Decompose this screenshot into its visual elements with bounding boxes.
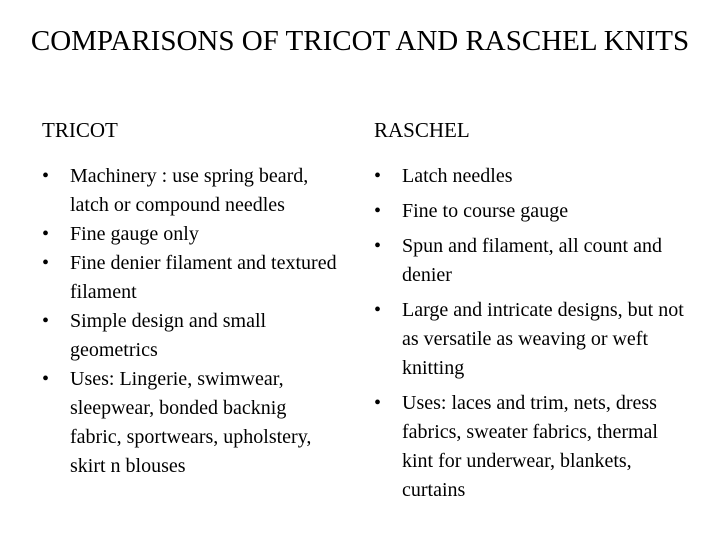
list-item [42,249,342,307]
raschel-column [374,116,684,505]
list-item [374,162,684,191]
bullet-icon: • [374,165,382,187]
list-item-text: Large and intricate designs, but not as versatile as weaving or weft knitting [402,299,684,379]
list-item [42,365,342,481]
list-item [374,296,684,383]
bullet-icon: • [42,165,50,187]
list-item [42,307,342,365]
slide-title: COMPARISONS OF TRICOT AND RASCHEL KNITS [30,25,690,57]
list-item [42,220,342,249]
list-item [374,389,684,505]
raschel-list [374,162,684,505]
bullet-icon: • [42,368,50,390]
bullet-icon: • [42,223,50,245]
list-item-text: Fine gauge only [70,223,199,245]
list-item-text: Spun and filament, all count and denier [402,235,662,286]
list-item-text: Uses: Lingerie, swimwear, sleepwear, bonded backnig fabric, sportwears, upholstery, skirt n blouses [70,368,312,477]
bullet-icon: • [374,392,382,414]
raschel-heading: RASCHEL [374,118,470,142]
tricot-column [42,116,342,481]
list-item-text: Simple design and small geometrics [70,310,267,361]
list-item-text: Fine denier filament and textured filament [70,252,337,303]
list-item [374,197,684,226]
bullet-icon: • [374,299,382,321]
bullet-icon: • [374,235,382,257]
tricot-heading: TRICOT [42,118,118,142]
list-item-text: Machinery : use spring beard, latch or compound needles [70,165,309,216]
list-item-text: Fine to course gauge [402,200,569,222]
list-item-text: Latch needles [402,165,513,187]
list-item [374,232,684,290]
bullet-icon: • [374,200,382,222]
bullet-icon: • [42,252,50,274]
list-item-text: Uses: laces and trim, nets, dress fabrics, sweater fabrics, thermal kint for underwear, blankets, curtains [402,392,658,501]
list-item [42,162,342,220]
tricot-list [42,162,342,481]
bullet-icon: • [42,310,50,332]
